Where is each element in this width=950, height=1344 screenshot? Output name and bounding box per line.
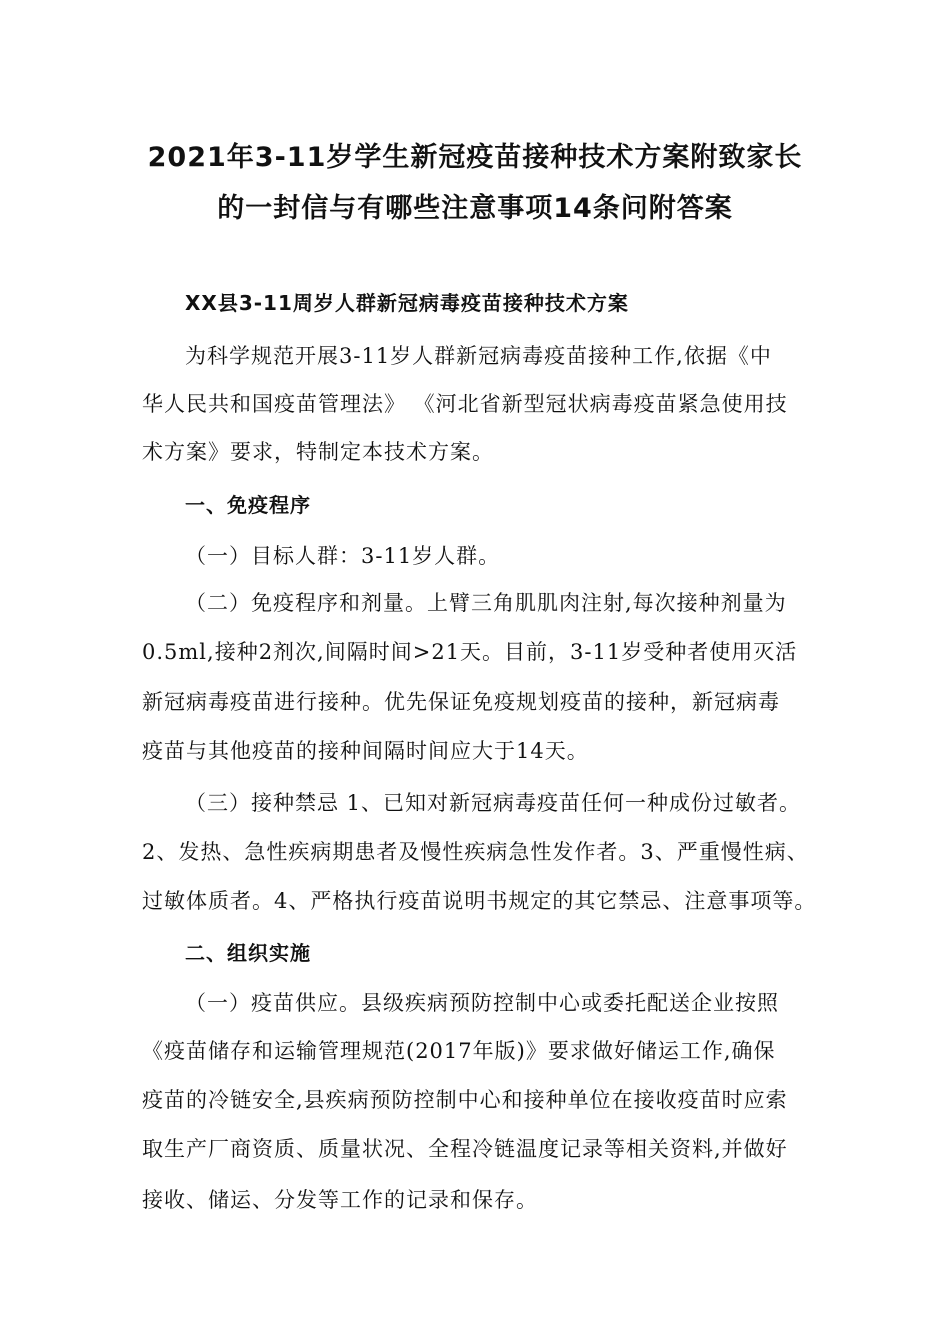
intro-line-1: 为科学规范开展3-11岁人群新冠病毒疫苗接种工作,依据《中 [185,344,772,368]
document-title-line-2: 的一封信与有哪些注意事项14条问附答案 [217,193,733,224]
section-heading-2: 二、组织实施 [185,941,311,965]
s1-p3-line-1: （三）接种禁忌 1、已知对新冠病毒疫苗任何一种成份过敏者。 [185,791,802,815]
s2-p1-line-2: 《疫苗储存和运输管理规范(2017年版)》要求做好储运工作,确保 [142,1039,776,1063]
s1-p2-line-4: 疫苗与其他疫苗的接种间隔时间应大于14天。 [142,739,589,763]
s1-p2-line-1: （二）免疫程序和剂量。上臂三角肌肌肉注射,每次接种剂量为 [185,591,787,615]
s2-p1-line-5: 接收、储运、分发等工作的记录和保存。 [142,1188,538,1212]
s1-p3-line-3: 过敏体质者。4、严格执行疫苗说明书规定的其它禁忌、注意事项等。 [142,889,817,913]
document-title-line-1: 2021年3-11岁学生新冠疫苗接种技术方案附致家长 [147,142,803,173]
subtitle: XX县3-11周岁人群新冠病毒疫苗接种技术方案 [185,291,629,315]
s1-p2-line-3: 新冠病毒疫苗进行接种。优先保证免疫规划疫苗的接种，新冠病毒 [142,690,780,714]
s1-p3-line-2: 2、发热、急性疾病期患者及慢性疾病急性发作者。3、严重慢性病、 [142,840,809,864]
s1-p2-line-2: 0.5ml,接种2剂次,间隔时间>21天。目前，3-11岁受种者使用灭活 [142,640,798,664]
s2-p1-line-3: 疫苗的冷链安全,县疾病预防控制中心和接种单位在接收疫苗时应索 [142,1088,788,1112]
s2-p1-line-1: （一）疫苗供应。县级疾病预防控制中心或委托配送企业按照 [185,991,779,1015]
s2-p1-line-4: 取生产厂商资质、质量状况、全程冷链温度记录等相关资料,并做好 [142,1137,788,1161]
section-heading-1: 一、免疫程序 [185,493,311,517]
s1-paragraph-1: （一）目标人群：3-11岁人群。 [185,544,501,568]
intro-line-2: 华人民共和国疫苗管理法》 《河北省新型冠状病毒疫苗紧急使用技 [142,392,788,416]
intro-line-3: 术方案》要求，特制定本技术方案。 [142,440,494,464]
